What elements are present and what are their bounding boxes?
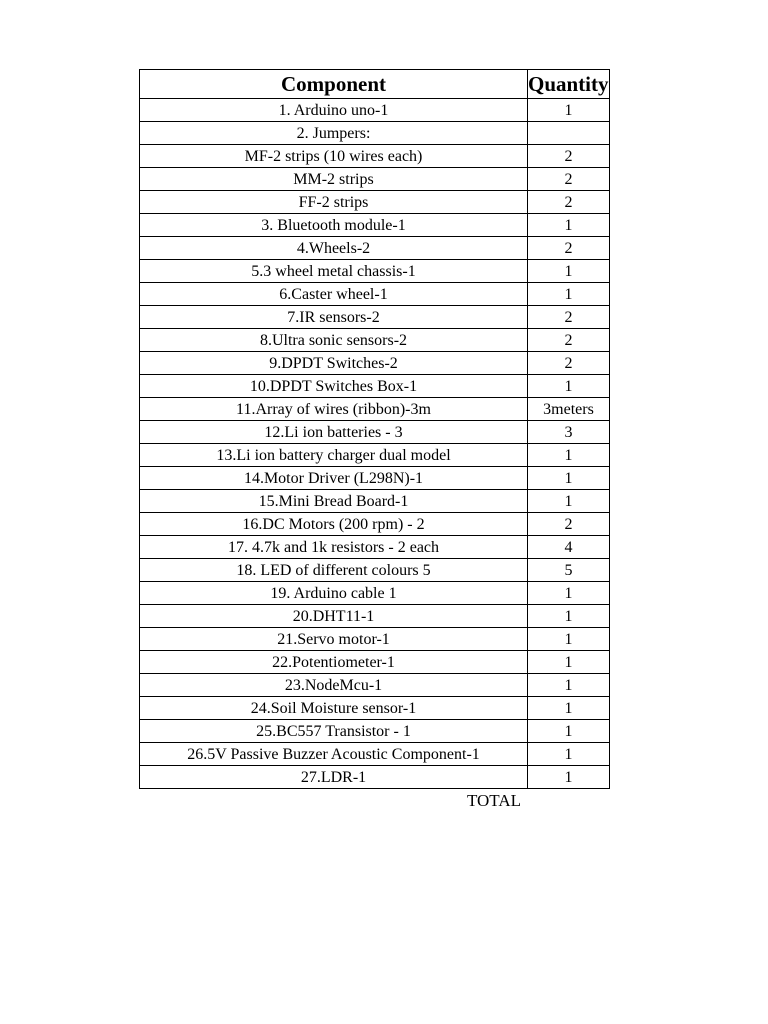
component-cell: 23.NodeMcu-1 xyxy=(140,674,528,697)
component-cell: 21.Servo motor-1 xyxy=(140,628,528,651)
component-cell: 5.3 wheel metal chassis-1 xyxy=(140,260,528,283)
quantity-cell: 1 xyxy=(528,697,610,720)
table-row xyxy=(140,191,610,214)
component-cell: 2. Jumpers: xyxy=(140,122,528,145)
table-row xyxy=(140,582,610,605)
table-row xyxy=(140,99,610,122)
quantity-cell xyxy=(528,122,610,145)
component-cell: 6.Caster wheel-1 xyxy=(140,283,528,306)
table-row xyxy=(140,214,610,237)
table-row xyxy=(140,398,610,421)
component-cell: 25.BC557 Transistor - 1 xyxy=(140,720,528,743)
quantity-cell: 2 xyxy=(528,145,610,168)
component-cell: MF-2 strips (10 wires each) xyxy=(140,145,528,168)
component-cell: 3. Bluetooth module-1 xyxy=(140,214,528,237)
table-row xyxy=(140,720,610,743)
table-row xyxy=(140,743,610,766)
table-row xyxy=(140,283,610,306)
component-cell: 13.Li ion battery charger dual model xyxy=(140,444,528,467)
table-body xyxy=(140,99,610,789)
quantity-cell: 1 xyxy=(528,582,610,605)
component-list-sheet xyxy=(139,69,610,813)
table-row xyxy=(140,421,610,444)
quantity-cell: 1 xyxy=(528,99,610,122)
table-row xyxy=(140,375,610,398)
component-cell: 17. 4.7k and 1k resistors - 2 each xyxy=(140,536,528,559)
component-cell: MM-2 strips xyxy=(140,168,528,191)
quantity-cell: 2 xyxy=(528,168,610,191)
component-cell: 15.Mini Bread Board-1 xyxy=(140,490,528,513)
quantity-cell: 4 xyxy=(528,536,610,559)
component-cell: 14.Motor Driver (L298N)-1 xyxy=(140,467,528,490)
component-cell: 9.DPDT Switches-2 xyxy=(140,352,528,375)
component-cell: 18. LED of different colours 5 xyxy=(140,559,528,582)
quantity-cell: 1 xyxy=(528,628,610,651)
component-cell: 7.IR sensors-2 xyxy=(140,306,528,329)
quantity-cell: 3 xyxy=(528,421,610,444)
table-row xyxy=(140,605,610,628)
component-cell: 19. Arduino cable 1 xyxy=(140,582,528,605)
component-cell: 26.5V Passive Buzzer Acoustic Component-1 xyxy=(140,743,528,766)
table-row xyxy=(140,352,610,375)
table-row xyxy=(140,674,610,697)
quantity-cell: 1 xyxy=(528,375,610,398)
quantity-cell: 1 xyxy=(528,674,610,697)
quantity-column-header: Quantity xyxy=(528,70,610,99)
table-header-row xyxy=(140,70,610,99)
quantity-cell: 1 xyxy=(528,651,610,674)
quantity-cell: 2 xyxy=(528,306,610,329)
quantity-cell: 1 xyxy=(528,766,610,789)
quantity-cell: 1 xyxy=(528,605,610,628)
quantity-cell: 1 xyxy=(528,467,610,490)
quantity-cell: 1 xyxy=(528,444,610,467)
component-cell: 10.DPDT Switches Box-1 xyxy=(140,375,528,398)
component-table xyxy=(139,69,610,789)
quantity-cell: 2 xyxy=(528,237,610,260)
component-cell: 1. Arduino uno-1 xyxy=(140,99,528,122)
quantity-cell: 1 xyxy=(528,490,610,513)
table-row xyxy=(140,536,610,559)
table-row xyxy=(140,444,610,467)
component-cell: 8.Ultra sonic sensors-2 xyxy=(140,329,528,352)
table-row xyxy=(140,467,610,490)
quantity-cell: 5 xyxy=(528,559,610,582)
component-cell: FF-2 strips xyxy=(140,191,528,214)
quantity-cell: 1 xyxy=(528,720,610,743)
quantity-cell: 1 xyxy=(528,743,610,766)
total-row xyxy=(139,789,609,813)
component-column-header: Component xyxy=(140,70,528,99)
quantity-cell: 2 xyxy=(528,352,610,375)
table-row xyxy=(140,329,610,352)
component-cell: 24.Soil Moisture sensor-1 xyxy=(140,697,528,720)
quantity-cell: 3meters xyxy=(528,398,610,421)
quantity-cell: 1 xyxy=(528,214,610,237)
table-row xyxy=(140,766,610,789)
component-cell: 22.Potentiometer-1 xyxy=(140,651,528,674)
table-row xyxy=(140,651,610,674)
component-cell: 27.LDR-1 xyxy=(140,766,528,789)
quantity-cell: 2 xyxy=(528,513,610,536)
table-row xyxy=(140,306,610,329)
component-cell: 11.Array of wires (ribbon)-3m xyxy=(140,398,528,421)
quantity-cell: 2 xyxy=(528,191,610,214)
quantity-cell: 1 xyxy=(528,260,610,283)
table-row xyxy=(140,260,610,283)
component-cell: 12.Li ion batteries - 3 xyxy=(140,421,528,444)
table-row xyxy=(140,559,610,582)
component-cell: 16.DC Motors (200 rpm) - 2 xyxy=(140,513,528,536)
table-row xyxy=(140,122,610,145)
component-cell: 20.DHT11-1 xyxy=(140,605,528,628)
quantity-cell: 2 xyxy=(528,329,610,352)
table-row xyxy=(140,145,610,168)
quantity-cell: 1 xyxy=(528,283,610,306)
component-cell: 4.Wheels-2 xyxy=(140,237,528,260)
table-row xyxy=(140,237,610,260)
table-row xyxy=(140,168,610,191)
total-label: TOTAL xyxy=(466,791,521,810)
table-row xyxy=(140,490,610,513)
table-row xyxy=(140,697,610,720)
table-row xyxy=(140,628,610,651)
table-row xyxy=(140,513,610,536)
